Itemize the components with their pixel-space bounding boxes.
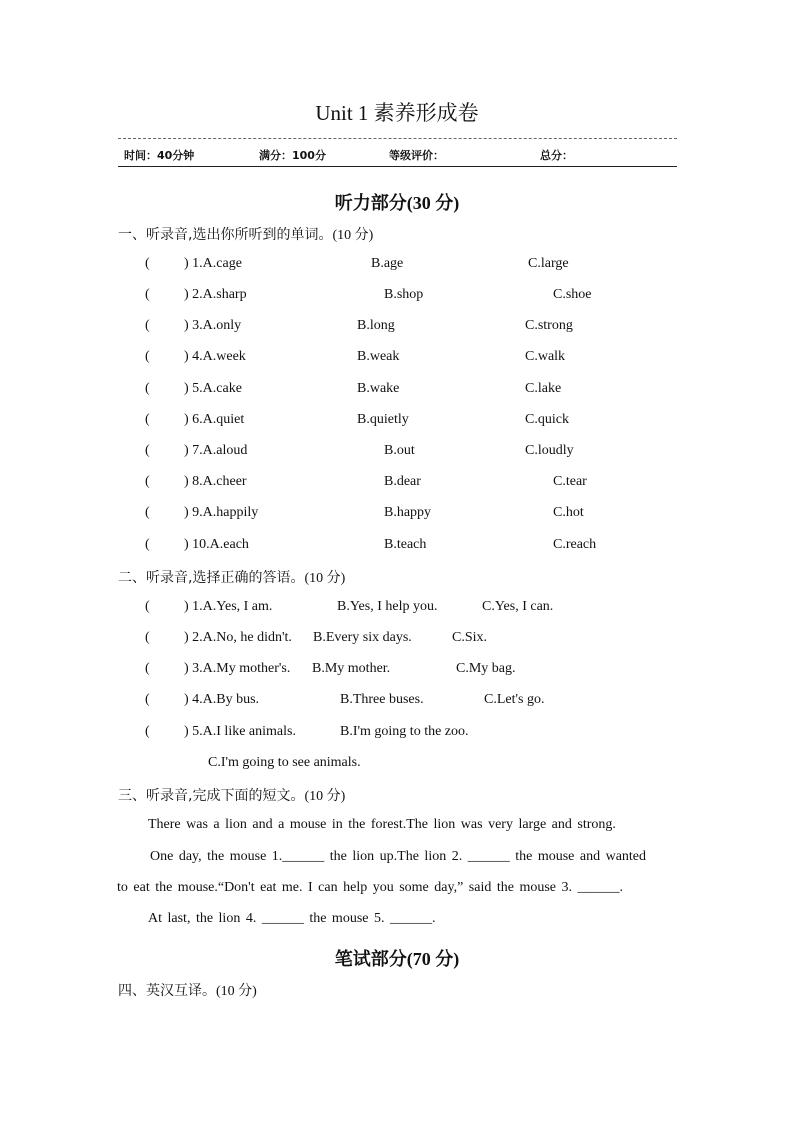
answer-paren: ( — [145, 661, 150, 676]
part4-heading — [118, 980, 257, 1000]
passage-line: One day, the mouse 1.______ the lion up.The lion 2. ______ the mouse and wanted — [150, 849, 647, 864]
q-option-a: ) 3.A.My mother's. — [184, 661, 291, 676]
answer-paren: ( — [145, 724, 150, 739]
q-option-c: C.loudly — [525, 443, 574, 458]
part1-heading — [118, 224, 373, 244]
answer-paren: ( — [145, 318, 150, 333]
part4-points: (10 分) — [216, 984, 257, 999]
q-option-b: B.out — [384, 443, 415, 458]
q-option-a: ) 2.A.sharp — [184, 287, 247, 302]
q-option-c: C.Six. — [452, 630, 488, 645]
q-option-c: C.reach — [553, 537, 597, 552]
part2-points: (10 分) — [304, 571, 346, 586]
info-total: 总分： — [540, 149, 573, 162]
q-option-b: B.Three buses. — [340, 692, 424, 707]
answer-paren: ( — [145, 630, 150, 645]
q-option-c: C.lake — [525, 381, 562, 396]
q-option-b: B.teach — [384, 537, 427, 552]
q-option-c: C.large — [528, 256, 569, 271]
part3-heading-text: 三、听录音,完成下面的短文。 — [118, 788, 305, 804]
q-option-a: ) 7.A.aloud — [184, 443, 248, 458]
answer-paren: ( — [145, 692, 150, 707]
answer-paren: ( — [145, 505, 150, 520]
q-option-b: B.shop — [384, 287, 424, 302]
passage-line: At last, the lion 4. ______ the mouse 5. ______. — [148, 911, 436, 926]
answer-paren: ( — [145, 412, 150, 427]
q-option-b: B.happy — [384, 505, 432, 520]
q-option-c: C.walk — [525, 349, 566, 364]
info-full-score: 满分：100分 — [259, 149, 326, 162]
q-option-a: ) 4.A.By bus. — [184, 692, 260, 707]
answer-paren: ( — [145, 349, 150, 364]
q-option-a: ) 3.A.only — [184, 318, 242, 333]
q-option-c: C.tear — [553, 474, 587, 489]
q-option-b: B.dear — [384, 474, 421, 489]
passage-line: to eat the mouse.“Don't eat me. I can help you some day,” said the mouse 3. ______. — [117, 880, 623, 895]
q-option-b: B.I'm going to the zoo. — [340, 724, 469, 739]
q-option-b: B.Every six days. — [313, 630, 412, 645]
passage-line: There was a lion and a mouse in the forest.The lion was very large and strong. — [148, 817, 616, 832]
part2-heading-text: 二、听录音,选择正确的答语。 — [118, 570, 305, 586]
part1-points: (10 分) — [332, 228, 374, 243]
answer-paren: ( — [145, 287, 150, 302]
listening-section-title: 听力部分(30 分) — [334, 193, 460, 213]
q-option-c: C.Let's go. — [484, 692, 545, 707]
part3-points: (10 分) — [304, 789, 346, 804]
answer-paren: ( — [145, 474, 150, 489]
q-option-b: B.age — [371, 256, 404, 271]
q-option-c: C.Yes, I can. — [482, 599, 554, 614]
q-option-a: ) 8.A.cheer — [184, 474, 247, 489]
answer-paren: ( — [145, 256, 150, 271]
q-option-a: ) 5.A.I like animals. — [184, 724, 296, 739]
part1-heading-text: 一、听录音,选出你所听到的单词。 — [118, 227, 333, 243]
q-option-b: B.quietly — [357, 412, 409, 427]
page-title: Unit 1 素养形成卷 — [315, 101, 479, 125]
answer-paren: ( — [145, 381, 150, 396]
dashed-divider — [118, 138, 677, 139]
q-option-a: ) 6.A.quiet — [184, 412, 245, 427]
q-option-a: ) 1.A.cage — [184, 256, 242, 271]
info-time: 时间：40分钟 — [124, 149, 195, 162]
q-option-a: ) 4.A.week — [184, 349, 246, 364]
info-grade: 等级评价： — [389, 149, 444, 162]
q-option-b: B.My mother. — [312, 661, 391, 676]
q-option-c: C.shoe — [553, 287, 592, 302]
q-option-a: ) 2.A.No, he didn't. — [184, 630, 292, 645]
answer-paren: ( — [145, 599, 150, 614]
part4-heading-text: 四、英汉互译。 — [118, 983, 216, 999]
q-option-a: ) 10.A.each — [184, 537, 249, 552]
q-option-c: C.quick — [525, 412, 569, 427]
q-option-b: B.long — [357, 318, 395, 333]
q-option-c: C.I'm going to see animals. — [208, 755, 361, 770]
part3-heading — [118, 785, 345, 805]
q-option-a: ) 9.A.happily — [184, 505, 259, 520]
q-option-c: C.My bag. — [456, 661, 516, 676]
q-option-a: ) 5.A.cake — [184, 381, 242, 396]
part2-heading — [118, 567, 345, 587]
answer-paren: ( — [145, 443, 150, 458]
q-option-a: ) 1.A.Yes, I am. — [184, 599, 273, 614]
answer-paren: ( — [145, 537, 150, 552]
q-option-c: C.hot — [553, 505, 584, 520]
q-option-b: B.weak — [357, 349, 400, 364]
q-option-b: B.Yes, I help you. — [337, 599, 438, 614]
q-option-b: B.wake — [357, 381, 400, 396]
q-option-c: C.strong — [525, 318, 573, 333]
written-section-title: 笔试部分(70 分) — [334, 949, 460, 969]
